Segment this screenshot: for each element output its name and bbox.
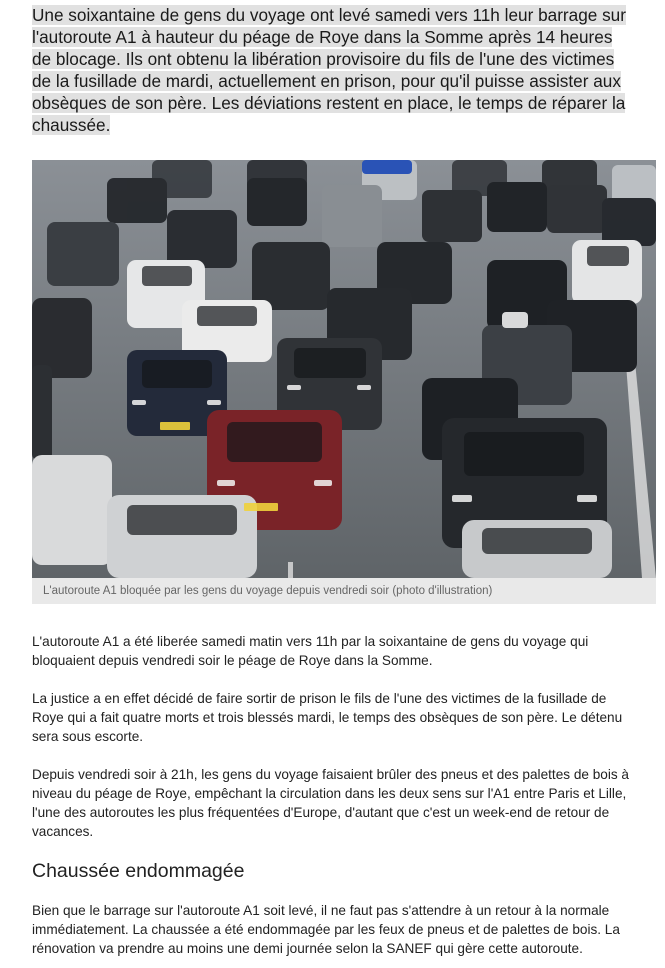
article-figure	[32, 160, 656, 604]
photo-caption: L'autoroute A1 bloquée par les gens du voyage depuis vendredi soir (photo d'illustration)	[32, 578, 656, 604]
paragraph-2: La justice a en effet décidé de faire sortir de prison le fils de l'une des victimes de la fusillade de Roye qui a fait quatre morts et trois blessés mardi, le temps des obsèques de son père. Le détenu sera sous escorte.	[32, 691, 623, 744]
paragraph-3: Depuis vendredi soir à 21h, les gens du voyage faisaient brûler des pneus et des palettes de bois à niveau du péage de Roye, empêchant la circulation dans les deux sens sur l'A1 entre Paris et Lille, l'une des autoroutes les plus fréquentées d'Europe, d'autant que c'est un week-end de retour de vacances.	[32, 767, 629, 839]
lead-highlight: Une soixantaine de gens du voyage ont levé samedi vers 11h leur barrage sur l'autoroute A1 à hauteur du péage de Roye dans la Somme après 14 heures de blocage. Ils ont obtenu la libération provisoire du fils de l'une des victimes de la fusillade de mardi, actuellement en prison, pour qu'il puisse assister aux obsèques de son père. Les déviations restent en place, le temps de réparer la chaussée.	[32, 5, 626, 135]
article-lead	[32, 4, 632, 136]
paragraph-1: L'autoroute A1 a été liberée samedi matin vers 11h par la soixantaine de gens du voyage qui bloquaient depuis vendredi soir le péage de Roye dans la Somme.	[32, 634, 589, 668]
section-heading: Chaussée endommagée	[32, 860, 245, 882]
traffic-jam-photo	[32, 160, 656, 578]
paragraph-4: Bien que le barrage sur l'autoroute A1 soit levé, il ne faut pas s'attendre à un retour à la normale immédiatement. La chaussée a été endommagée par les feux de pneus et de palettes de bois. La rénovation va prendre au moins une demi journée selon la SANEF qui gère cette autoroute.	[32, 903, 620, 956]
